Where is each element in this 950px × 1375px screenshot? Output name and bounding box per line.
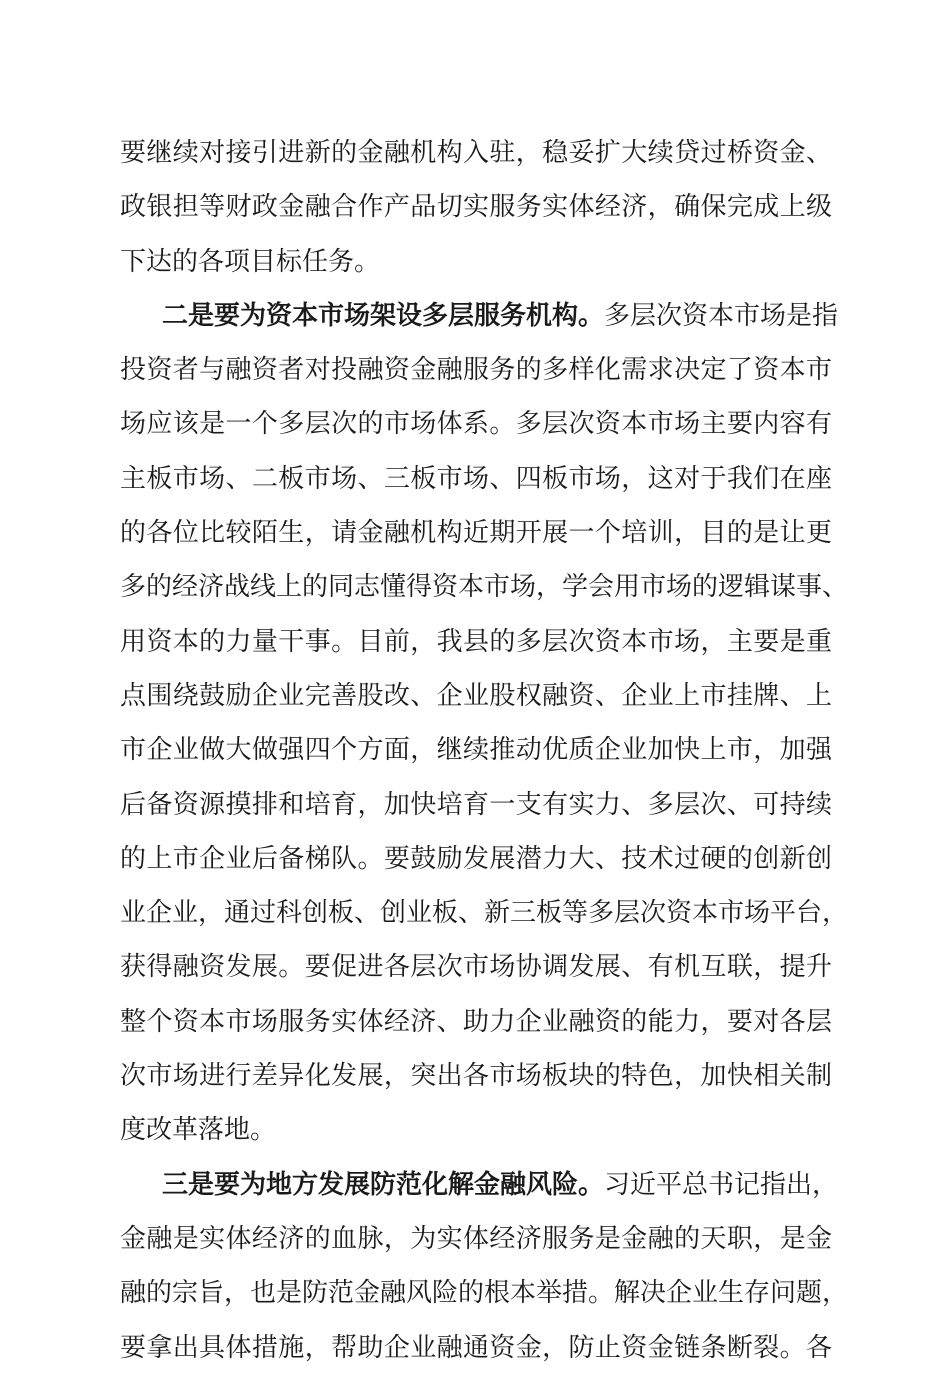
text-line: 融的宗旨，也是防范金融风险的根本举措。解决企业生存问题， [120,1278,849,1309]
text-line: 的上市企业后备梯队。要鼓励发展潜力大、技术过硬的创新创 [120,843,832,874]
text-line: 投资者与融资者对投融资金融服务的多样化需求决定了资本市 [120,355,832,386]
text-line: 要继续对接引进新的金融机构入驻，稳妥扩大续贷过桥资金、 [120,138,832,168]
document-body [120,126,849,1375]
paragraph-heading: 三是要为地方发展防范化解金融风险。 [162,1169,605,1200]
paragraph-heading: 二是要为资本市场架设多层服务机构。 [162,300,605,331]
text-line: 金融是实体经济的血脉，为实体经济服务是金融的天职，是金 [120,1223,832,1254]
text-line: 主板市场、二板市场、三板市场、四板市场，这对于我们在座 [120,463,832,494]
text-line: 的各位比较陌生，请金融机构近期开展一个培训，目的是让更 [120,518,832,549]
text-line [120,1158,839,1212]
text-line: 后备资源摸排和培育，加快培育一支有实力、多层次、可持续 [120,789,832,820]
text-line: 次市场进行差异化发展，突出各市场板块的特色，加快相关制 [120,1061,832,1092]
text-line: 市企业做大做强四个方面，继续推动优质企业加快上市，加强 [120,735,832,766]
paragraph-2 [120,289,849,1158]
text-line: 要拿出具体措施，帮助企业融通资金，防止资金链条断裂。各 [120,1332,832,1363]
text-line: 用资本的力量干事。目前，我县的多层次资本市场，主要是重 [120,626,832,657]
text-line: 多的经济战线上的同志懂得资本市场，学会用市场的逻辑谋事、 [120,572,849,603]
text-line: 业企业，通过科创板、创业板、新三板等多层次资本市场平台， [120,898,849,929]
text-line: 整个资本市场服务实体经济、助力企业融资的能力，要对各层 [120,1006,832,1037]
text-span: 多层次资本市场是指 [604,300,839,331]
paragraph-1 [120,126,832,289]
text-line: 度改革落地。 [120,1115,277,1146]
text-span: 习近平总书记指出， [604,1169,839,1200]
text-line: 下达的各项目标任务。 [120,246,381,277]
text-line: 点围绕鼓励企业完善股改、企业股权融资、企业上市挂牌、上 [120,680,832,711]
text-line [120,289,839,343]
paragraph-3 [120,1158,849,1375]
text-line: 政银担等财政金融合作产品切实服务实体经济，确保完成上级 [120,192,832,223]
text-line: 场应该是一个多层次的市场体系。多层次资本市场主要内容有 [120,409,832,440]
text-line: 获得融资发展。要促进各层次市场协调发展、有机互联，提升 [120,952,832,983]
